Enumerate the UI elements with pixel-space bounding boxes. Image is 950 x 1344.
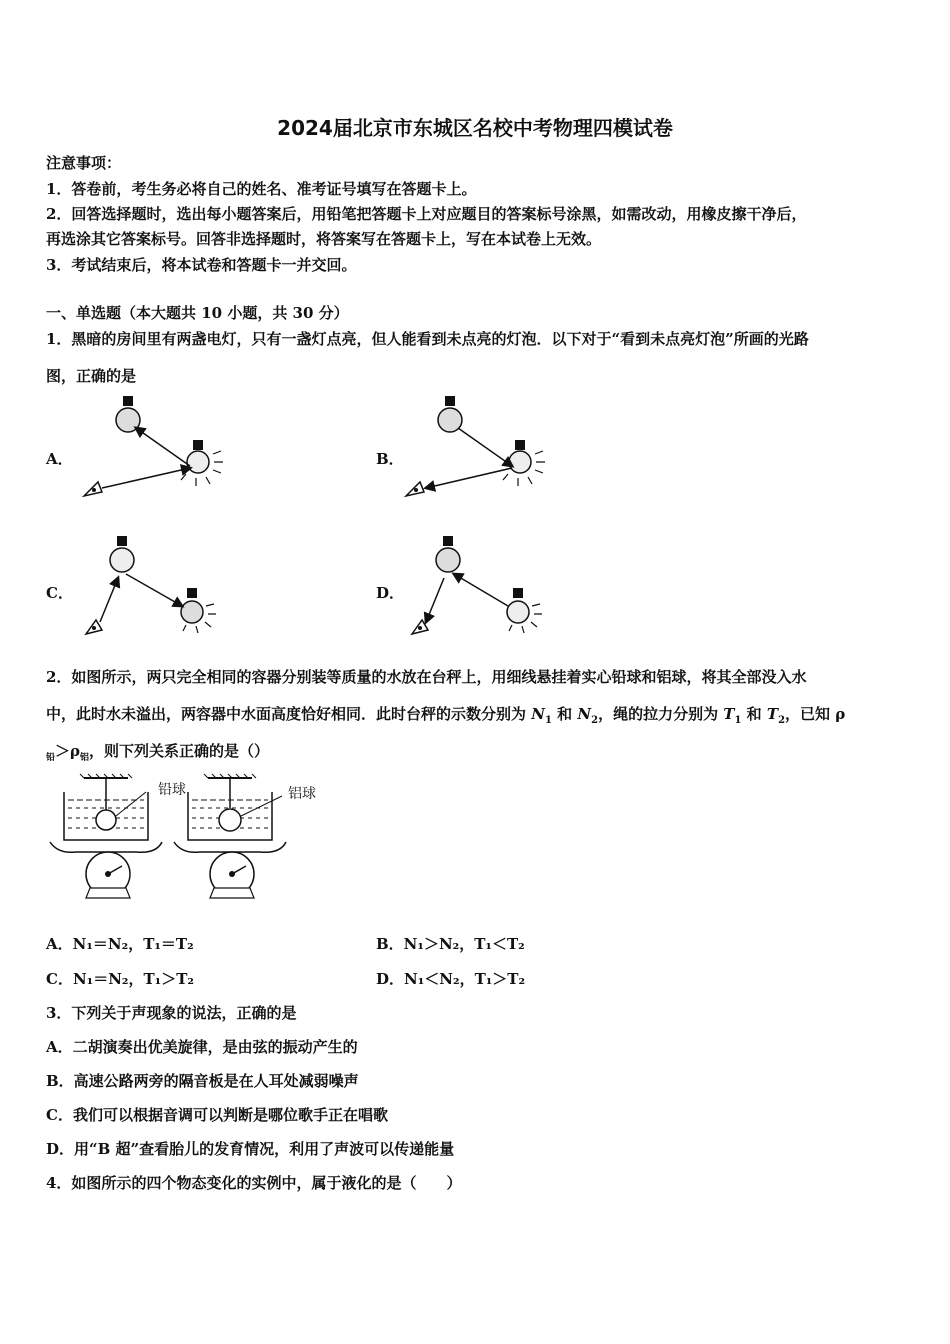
eye-icon [412, 620, 428, 634]
bulb-lit-icon [503, 440, 545, 486]
notice-item-2: 2．回答选择题时，选出每小题答案后，用铅笔把答题卡上对应题目的答案标号涂黑，如需改动，用橡皮擦干净后， [46, 205, 807, 223]
q2-stem-line3: $_铅>\rho_铝$，则下列关系正确的是（） [46, 742, 270, 763]
q2-stem-line1: 2．如图所示，两只完全相同的容器分别装等质量的水放在台秤上，用细线悬挂着实心铅球和铝球，将其全部没入水 [46, 668, 807, 686]
bulb-unlit-icon [438, 396, 462, 432]
q3-stem: 3．下列关于声现象的说法，正确的是 [46, 1004, 297, 1022]
bulb-lit-icon [507, 588, 542, 633]
q1-option-b-label: B． [376, 450, 404, 468]
q2-figure [46, 770, 326, 902]
page-title: 2024届北京市东城区名校中考物理四模试卷 [277, 116, 673, 140]
q3-option-b: B．高速公路两旁的隔音板是在人耳处减弱噪声 [46, 1072, 359, 1090]
bulb-lit-icon [181, 440, 223, 486]
bulb-unlit-icon [436, 536, 460, 572]
q4-stem: 4．如图所示的四个物态变化的实例中，属于液化的是（ ） [46, 1174, 462, 1192]
eye-icon [86, 620, 102, 634]
notice-item-1: 1．答卷前，考生务必将自己的姓名、准考证号填写在答题卡上。 [46, 180, 477, 198]
bulb-unlit-icon [116, 396, 140, 432]
q1-option-c-label: C． [46, 584, 73, 602]
q1-option-d-label: D． [376, 584, 405, 602]
notice-heading: 注意事项： [46, 154, 122, 172]
q1-figure-c [78, 530, 238, 642]
q2-option-c: C．N₁＝N₂，T₁＞T₂ [46, 970, 194, 988]
notice-item-3: 3．考试结束后，将本试卷和答题卡一并交回。 [46, 256, 357, 274]
notice-item-2-cont: 再选涂其它答案标号。回答非选择题时，将答案写在答题卡上，写在本试卷上无效。 [46, 230, 602, 248]
q1-option-a-label: A． [46, 450, 73, 468]
label-lead-ball: 铅球 [158, 782, 186, 798]
q1-stem-line1: 1．黑暗的房间里有两盏电灯，只有一盏灯点亮，但人能看到未点亮的灯泡．以下对于“看到未点亮灯泡”所画的光路 [46, 330, 809, 348]
q3-option-d: D．用“B 超”查看胎儿的发育情况，利用了声波可以传递能量 [46, 1140, 455, 1158]
q1-figure-a [78, 392, 238, 504]
q2-option-d: D．N₁＜N₂，T₁＞T₂ [376, 970, 526, 988]
q2-option-a: A．N₁＝N₂，T₁＝T₂ [46, 935, 194, 953]
eye-icon [84, 482, 102, 496]
eye-icon [406, 482, 424, 496]
q3-option-c: C．我们可以根据音调可以判断是哪位歌手正在唱歌 [46, 1106, 388, 1124]
bulb-lit-icon [110, 536, 134, 572]
container-lead-ball [50, 774, 162, 898]
q2-option-b: B．N₁＞N₂，T₁＜T₂ [376, 935, 525, 953]
q1-figure-b [400, 392, 560, 504]
q2-stem-line2: 中，此时水未溢出，两容器中水面高度恰好相同．此时台秤的示数分别为 $N_1$ 和 $N_2$，绳的拉力分别为 $T_1$ 和 $T_2$，已知 ρ [46, 705, 846, 726]
q1-stem-line2: 图，正确的是 [46, 367, 137, 385]
container-aluminum-ball [174, 774, 286, 898]
q1-figure-d [404, 530, 564, 642]
q3-option-a: A．二胡演奏出优美旋律，是由弦的振动产生的 [46, 1038, 358, 1056]
label-aluminum-ball: 铝球 [288, 786, 316, 802]
bulb-unlit-icon [181, 588, 216, 633]
section-heading: 一、单选题（本大题共 10 小题，共 30 分） [46, 304, 349, 322]
